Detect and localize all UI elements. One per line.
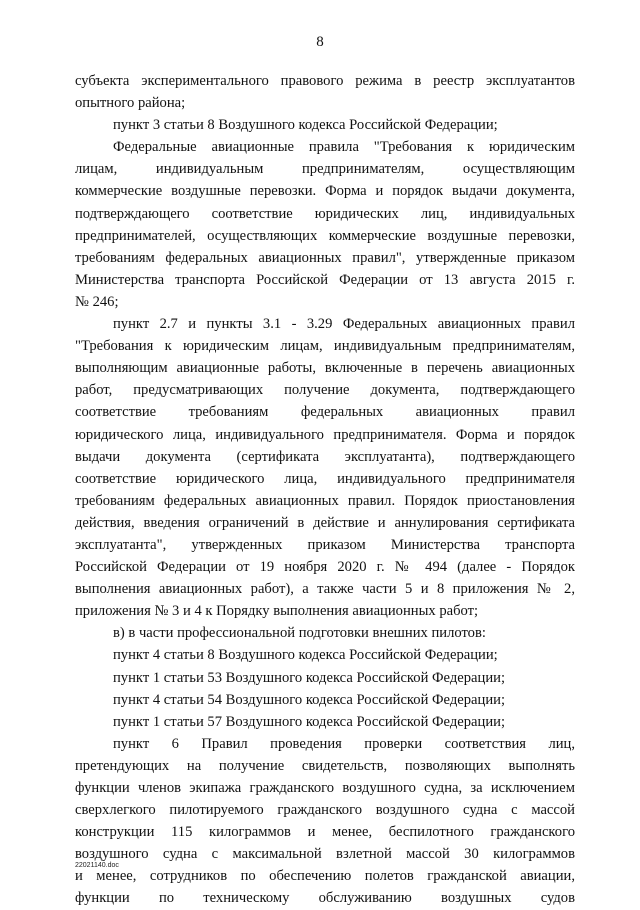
text-line: функции членов экипажа гражданского воздушного судна, за исключением [75,780,575,796]
text-line: юридического лица, индивидуального предпринимателя. Форма и порядок [75,426,575,443]
text-line: лицам, индивидуальным предпринимателям, осуществляющим [75,161,575,178]
text-line: коммерческие воздушные перевозки. Форма и порядок выдачи документа, [75,183,575,200]
text-line: пункт 1 статьи 57 Воздушного кодекса Российской Федерации; [113,713,505,730]
text-line: соответствие юридического лица, индивидуального предпринимателя [75,470,575,487]
text-line: Федеральные авиационные правила "Требования к юридическим [113,139,575,156]
text-line: пункт 6 Правил проведения проверки соответствия лиц, [113,735,575,752]
text-line: воздушного судна с максимальной взлетной массой 30 килограммов [75,846,575,863]
text-line: пункт 4 статьи 54 Воздушного кодекса Российской Федерации; [113,691,505,708]
text-line: Министерства транспорта Российской Федерации от 13 августа 2015 г. [75,271,575,288]
text-line: пункт 1 статьи 53 Воздушного кодекса Российской Федерации; [113,669,505,686]
text-line: субъекта экспериментального правового режима в реестр эксплуатантов [75,73,575,89]
text-line: выдачи документа (сертификата эксплуатанта), подтверждающего [75,448,575,465]
text-line: претендующих на получение свидетельств, позволяющих выполнять [75,757,575,774]
text-line: требованиям федеральных авиационных правил. Порядок приостановления [75,492,575,509]
text-line: пункт 3 статьи 8 Воздушного кодекса Российской Федерации; [113,117,498,134]
text-line: эксплуатанта", утвержденных приказом Министерства транспорта [75,536,575,553]
text-line: работ, предусматривающих получение документа, подтверждающего [75,382,575,399]
text-line: приложения № 3 и 4 к Порядку выполнения авиационных работ; [75,603,479,620]
text-line: соответствие требованиям федеральных авиационных правил [75,404,575,421]
text-line: выполняющим авиационные работы, включенные в перечень авиационных [75,360,575,377]
document-body [75,70,575,910]
text-line: "Требования к юридическим лицам, индивидуальным предпринимателям, [75,338,575,355]
text-line: требованиям федеральных авиационных правил", утвержденные приказом [75,249,575,266]
text-line: № 246; [75,293,119,310]
footer-filename: 22021140.doc [75,862,119,869]
text-line: опытного района; [75,95,186,112]
text-line: Российской Федерации от 19 ноября 2020 г. № 494 (далее - Порядок [75,559,575,576]
text-line: сверхлегкого пилотируемого гражданского воздушного судна с массой [75,802,575,819]
text-line: предпринимателей, осуществляющих коммерческие воздушные перевозки, [75,227,575,244]
text-line: в) в части профессиональной подготовки внешних пилотов: [113,625,486,642]
text-line: пункт 4 статьи 8 Воздушного кодекса Российской Федерации; [113,647,498,664]
text-line: выполнения авиационных работ), а также части 5 и 8 приложения № 2, [75,581,575,598]
text-line: функции по техническому обслуживанию воздушных судов [75,890,575,907]
text-line: действия, введения ограничений в действие и аннулирования сертификата [75,514,575,531]
text-line: подтверждающего соответствие юридических лиц, индивидуальных [75,205,575,222]
text-line: и менее, сотрудников по обеспечению полетов гражданской авиации, [75,868,575,885]
text-line: пункт 2.7 и пункты 3.1 - 3.29 Федеральных авиационных правил [113,316,575,333]
page-number: 8 [316,34,324,50]
text-line: конструкции 115 килограммов и менее, беспилотного гражданского [75,824,575,841]
